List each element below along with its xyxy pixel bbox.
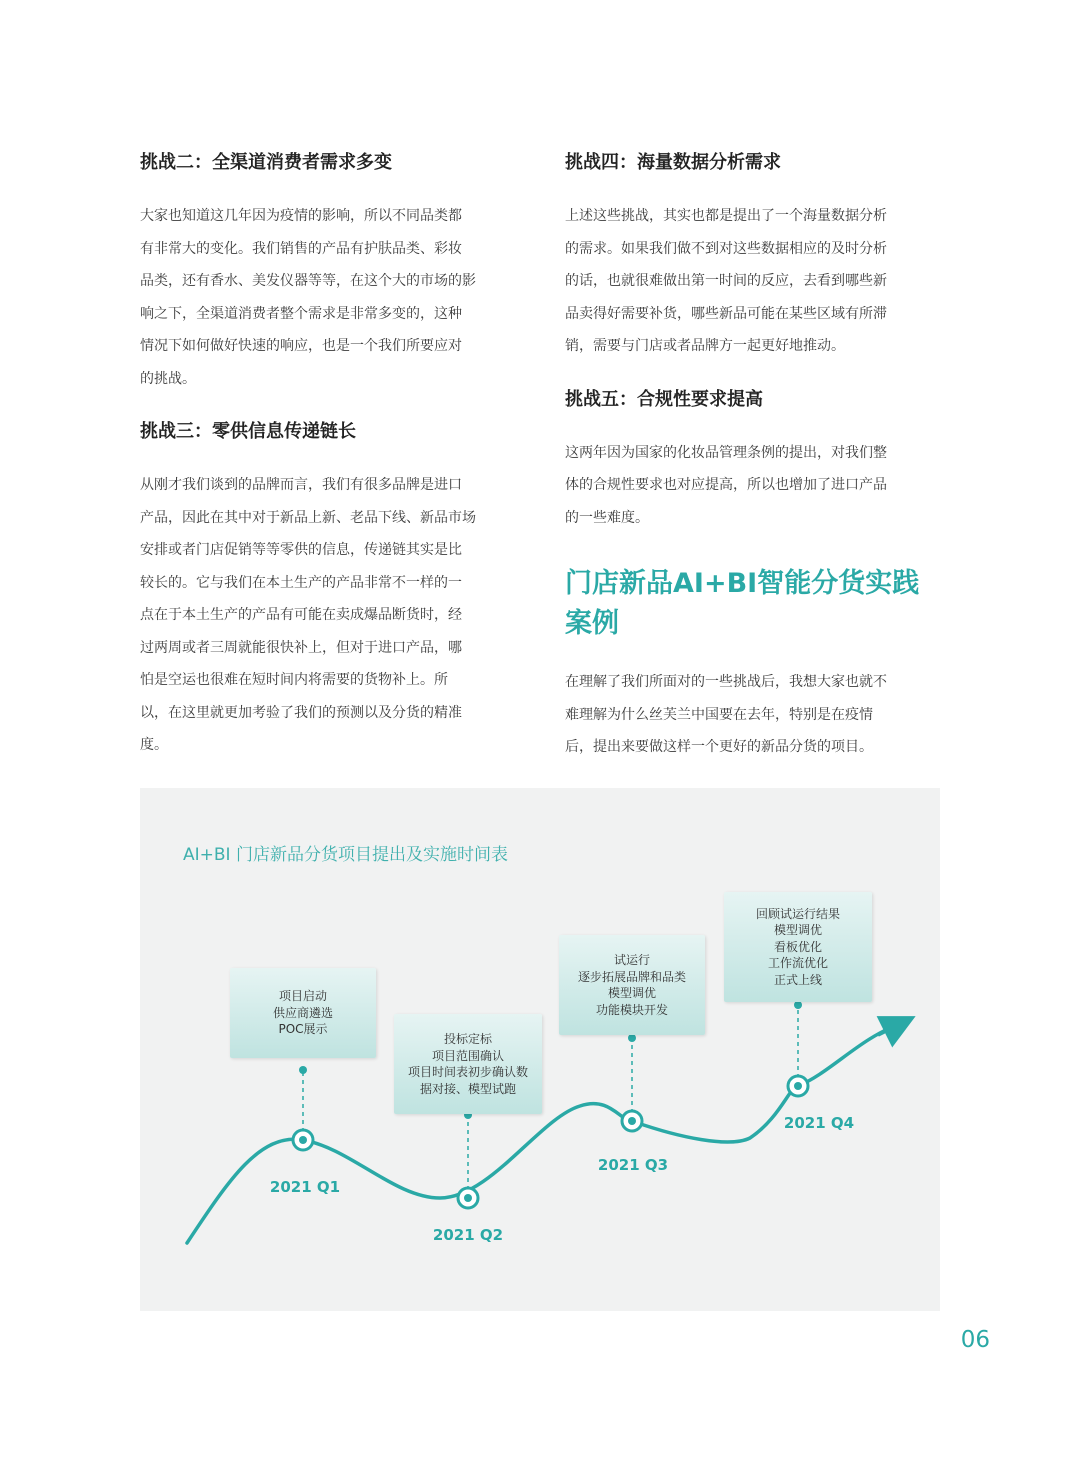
paragraph-challenge-5: 这两年因为国家的化妆品管理条例的提出，对我们整 体的合规性要求也对应提高，所以也增加了进口产品 的一些难度。: [565, 444, 887, 526]
milestone-card-q1: 项目启动 供应商遴选 POC展示: [230, 968, 376, 1058]
paragraph-challenge-4: 上述这些挑战，其实也都是提出了一个海量数据分析 的需求。如果我们做不到对这些数据相应的及时分析 的话，也就很难做出第一时间的反应，去看到哪些新 品卖得好需要补货，哪些新品可能在某些区域有所滞 销，需要与门店或者品牌方一起更好地推动。: [565, 208, 887, 354]
milestone-marker-q2: [458, 1188, 478, 1208]
timeline-title: AI+BI 门店新品分货项目提出及实施时间表: [183, 845, 508, 865]
milestone-marker-q3: [622, 1111, 642, 1131]
connector-dot-q4: [794, 1001, 802, 1009]
milestone-card-q4: 回顾试运行结果 模型调优 看板优化 工作流优化 正式上线: [724, 892, 872, 1002]
timeline-arrow: [878, 1024, 900, 1035]
quarter-label-q3: 2021 Q3: [597, 1156, 669, 1174]
quarter-label-q1: 2021 Q1: [269, 1178, 341, 1196]
milestone-marker-q1: [293, 1130, 313, 1150]
milestone-card-q2: 投标定标 项目范围确认 项目时间表初步确认数 据对接、模型试跑: [394, 1014, 542, 1114]
left-column: [140, 148, 520, 762]
paragraph-challenge-3: 从刚才我们谈到的品牌而言，我们有很多品牌是进口 产品，因此在其中对于新品上新、老品下线、新品市场 安排或者门店促销等等零供的信息，传递链其实是比 较长的。它与我们在本土生产的产品非常不一样的一 点在于本土生产的产品有可能在卖成爆品断货时，经 过两周或者三周就能很快补上，但对于进口产品，哪 怕是空运也很难在短时间内将需要的货物补上。所 以，在这里就更加考验了我们的预测以及分货的精准 度。: [140, 477, 476, 753]
heading-challenge-4: 挑战四：海量数据分析需求: [565, 152, 781, 173]
section-title: 门店新品AI+BI智能分货实践 案例: [565, 568, 920, 639]
heading-challenge-2: 挑战二：全渠道消费者需求多变: [140, 152, 392, 173]
right-column: [565, 148, 945, 764]
timeline-panel: [140, 788, 940, 1311]
paragraph-intro: 在理解了我们所面对的一些挑战后，我想大家也就不 难理解为什么丝芙兰中国要在去年，特别是在疫情 后，提出来要做这样一个更好的新品分货的项目。: [565, 674, 887, 755]
quarter-label-q4: 2021 Q4: [783, 1114, 855, 1132]
page-number: 06: [960, 1327, 990, 1353]
paragraph-challenge-2: 大家也知道这几年因为疫情的影响，所以不同品类都 有非常大的变化。我们销售的产品有护肤品类、彩妆 品类，还有香水、美发仪器等等，在这个大的市场的影 响之下，全渠道消费者整个需求是非常多变的，这种 情况下如何做好快速的响应，也是一个我们所要应对 的挑战。: [140, 208, 476, 387]
milestone-marker-q4: [788, 1076, 808, 1096]
heading-challenge-5: 挑战五：合规性要求提高: [565, 388, 763, 410]
quarter-label-q2: 2021 Q2: [432, 1226, 504, 1244]
milestone-card-q3: 试运行 逐步拓展品牌和品类 模型调优 功能模块开发: [559, 935, 705, 1035]
connector-dot-q1: [299, 1066, 307, 1074]
heading-challenge-3: 挑战三：零供信息传递链长: [140, 421, 356, 442]
connector-dot-q3: [628, 1034, 636, 1042]
